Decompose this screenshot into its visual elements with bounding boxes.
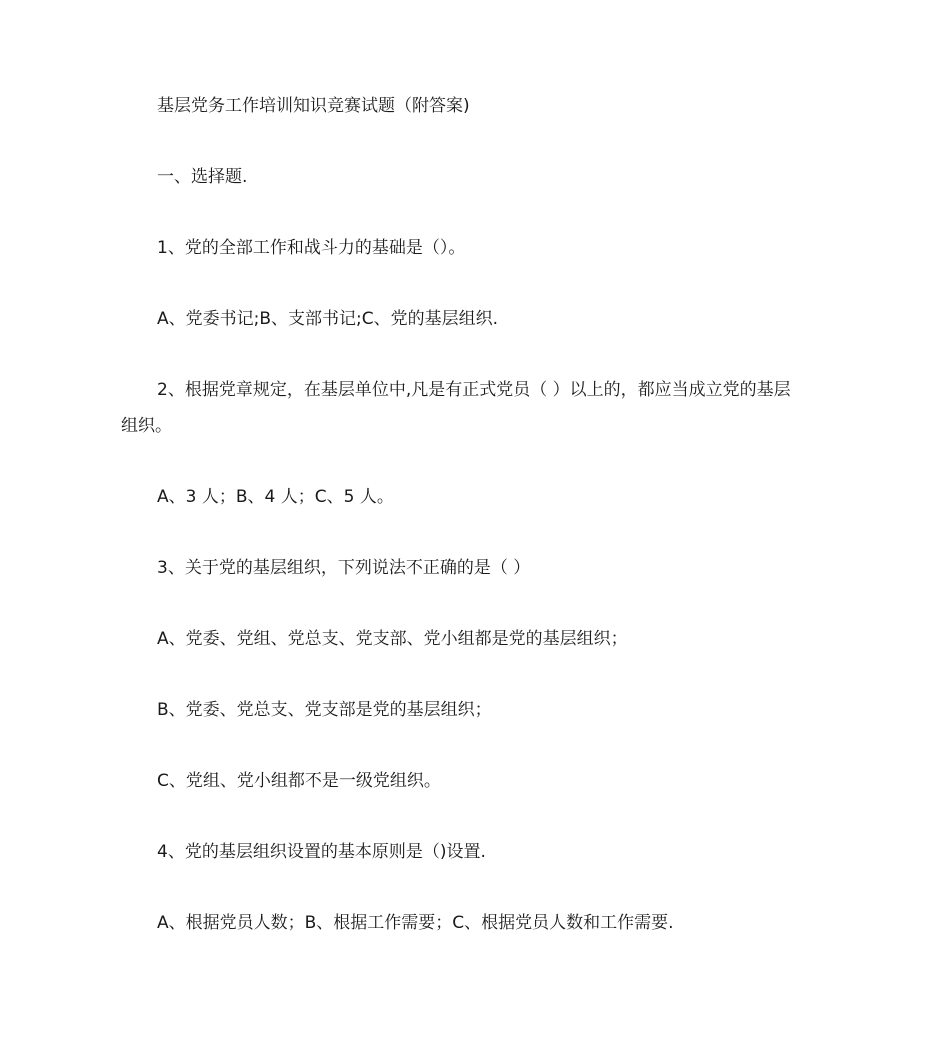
question-3-option-b: B、党委、党总支、党支部是党的基层组织； xyxy=(157,700,492,720)
question-4-options: A、根据党员人数；B、根据工作需要；C、根据党员人数和工作需要. xyxy=(157,913,674,933)
question-2-line-2: 组织。 xyxy=(121,416,172,436)
question-4: 4、党的基层组织设置的基本原则是（)设置. xyxy=(157,842,486,862)
question-2-line-1: 2、根据党章规定，在基层单位中,凡是有正式党员（ ）以上的，都应当成立党的基层 xyxy=(157,380,791,400)
question-2-options: A、3 人；B、4 人；C、5 人。 xyxy=(157,487,394,507)
question-3: 3、关于党的基层组织，下列说法不正确的是（ ） xyxy=(157,558,531,578)
question-3-option-c: C、党组、党小组都不是一级党组织。 xyxy=(157,771,441,791)
document-title: 基层党务工作培训知识竞赛试题（附答案) xyxy=(157,96,470,116)
question-3-option-a: A、党委、党组、党总支、党支部、党小组都是党的基层组织； xyxy=(157,629,628,649)
section-heading: 一、选择题. xyxy=(157,167,248,187)
question-1-options: A、党委书记;B、支部书记;C、党的基层组织. xyxy=(157,309,499,329)
question-1: 1、党的全部工作和战斗力的基础是（）。 xyxy=(157,238,466,258)
